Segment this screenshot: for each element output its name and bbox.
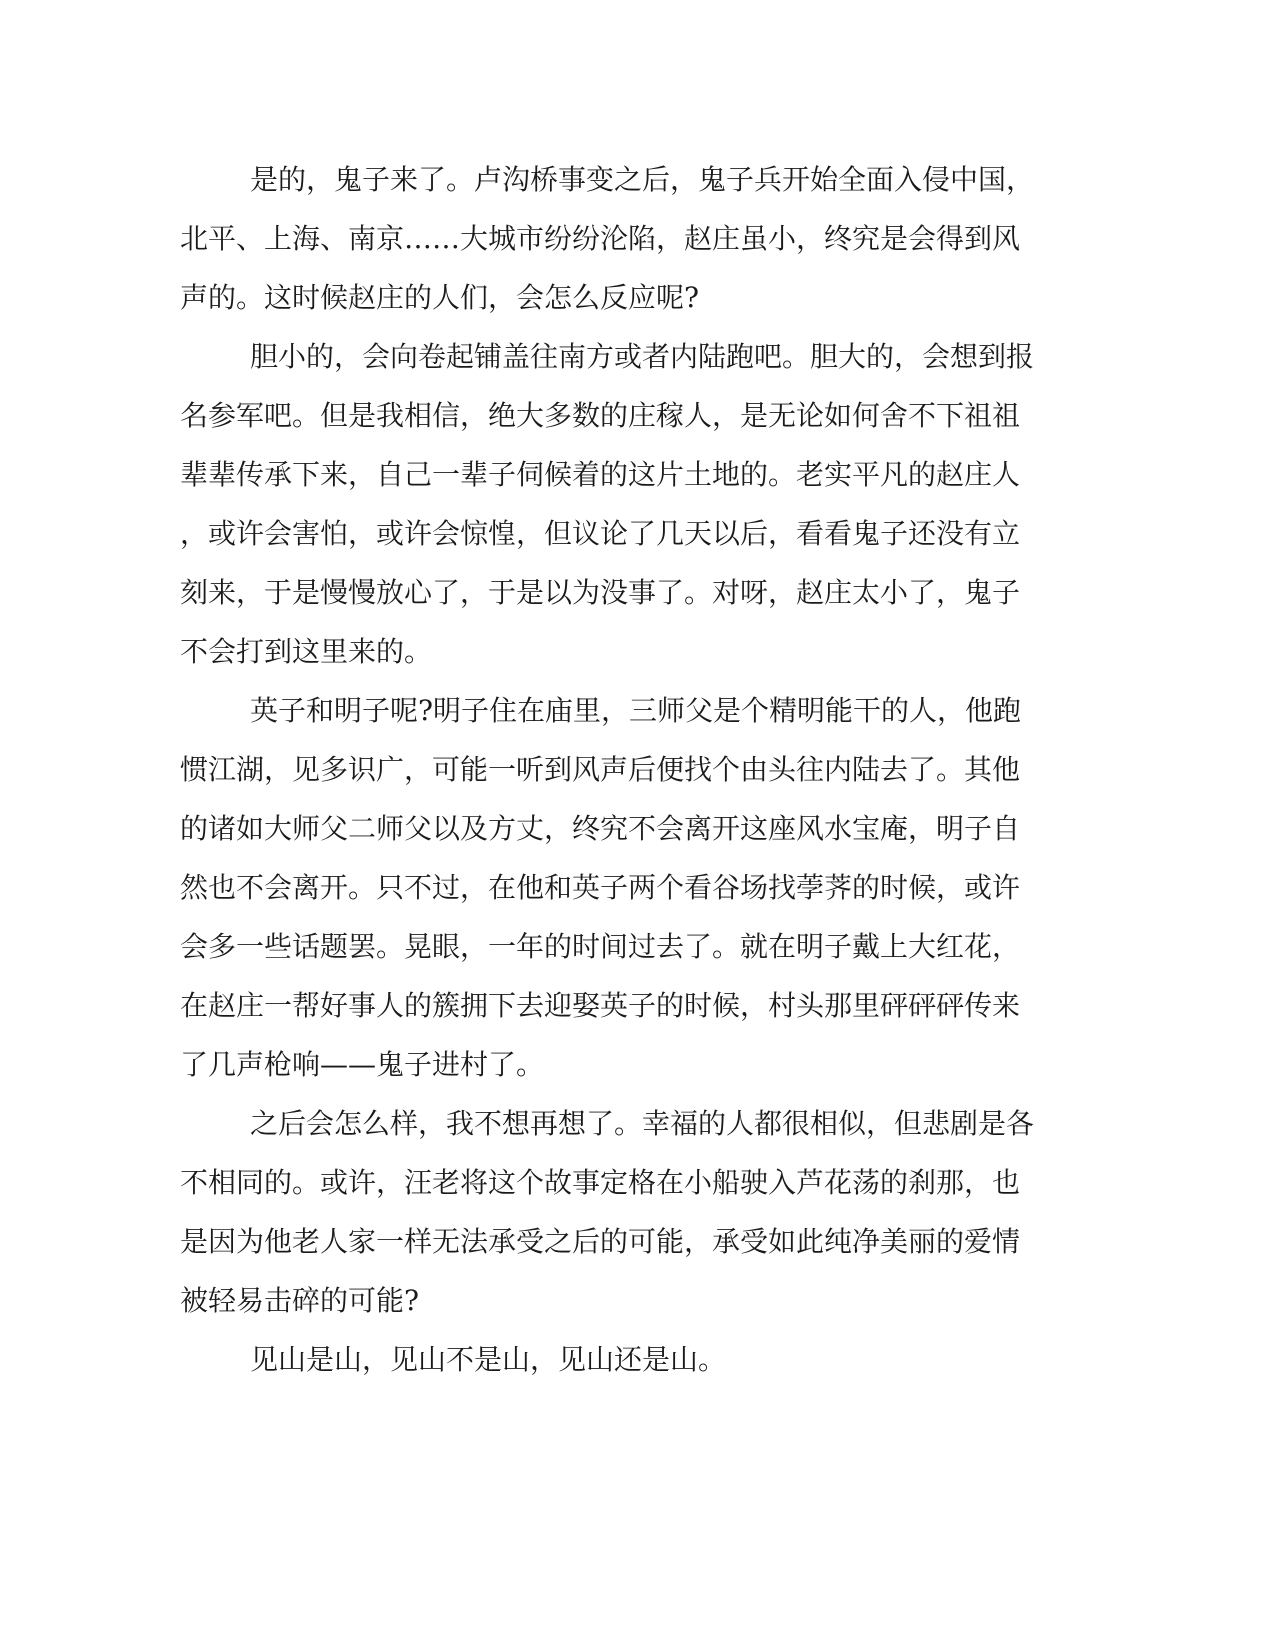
text-line: 名参军吧。但是我相信，绝大多数的庄稼人，是无论如何舍不下祖祖: [180, 399, 1021, 432]
text-line: 北平、上海、南京……大城市纷纷沦陷，赵庄虽小，终究是会得到风: [180, 222, 1021, 255]
text-line: 会多一些话题罢。晃眼，一年的时间过去了。就在明子戴上大红花，: [180, 930, 1021, 963]
text-line: 不相同的。或许，汪老将这个故事定格在小船驶入芦花荡的刹那，也: [180, 1166, 1021, 1199]
text-line: 是因为他老人家一样无法承受之后的可能，承受如此纯净美丽的爱情: [180, 1225, 1021, 1258]
text-line: 之后会怎么样，我不想再想了。幸福的人都很相似，但悲剧是各: [250, 1107, 1035, 1140]
text-line: 声的。这时候赵庄的人们，会怎么反应呢?: [180, 281, 700, 314]
text-line: 英子和明子呢?明子住在庙里，三师父是个精明能干的人，他跑: [250, 694, 1022, 727]
text-line: 被轻易击碎的可能?: [180, 1284, 420, 1317]
text-line: ，或许会害怕，或许会惊惶，但议论了几天以后，看看鬼子还没有立: [180, 517, 1021, 550]
text-line: 见山是山，见山不是山，见山还是山。: [250, 1343, 727, 1376]
text-line: 的诸如大师父二师父以及方丈，终究不会离开这座风水宝庵，明子自: [180, 812, 1021, 845]
text-line: 刻来，于是慢慢放心了，于是以为没事了。对呀，赵庄太小了，鬼子: [180, 576, 1021, 609]
text-line: 辈辈传承下来，自己一辈子伺候着的这片土地的。老实平凡的赵庄人: [180, 458, 1021, 491]
text-line: 惯江湖，见多识广，可能一听到风声后便找个由头往内陆去了。其他: [180, 753, 1021, 786]
text-line: 在赵庄一帮好事人的簇拥下去迎娶英子的时候，村头那里砰砰砰传来: [180, 989, 1021, 1022]
text-line: 胆小的，会向卷起铺盖往南方或者内陆跑吧。胆大的，会想到报: [250, 340, 1035, 373]
text-line: 是的，鬼子来了。卢沟桥事变之后，鬼子兵开始全面入侵中国，: [250, 163, 1035, 196]
text-line: 然也不会离开。只不过，在他和英子两个看谷场找荸荠的时候，或许: [180, 871, 1021, 904]
text-line: 了几声枪响——鬼子进村了。: [180, 1048, 545, 1081]
text-line: 不会打到这里来的。: [180, 635, 433, 668]
